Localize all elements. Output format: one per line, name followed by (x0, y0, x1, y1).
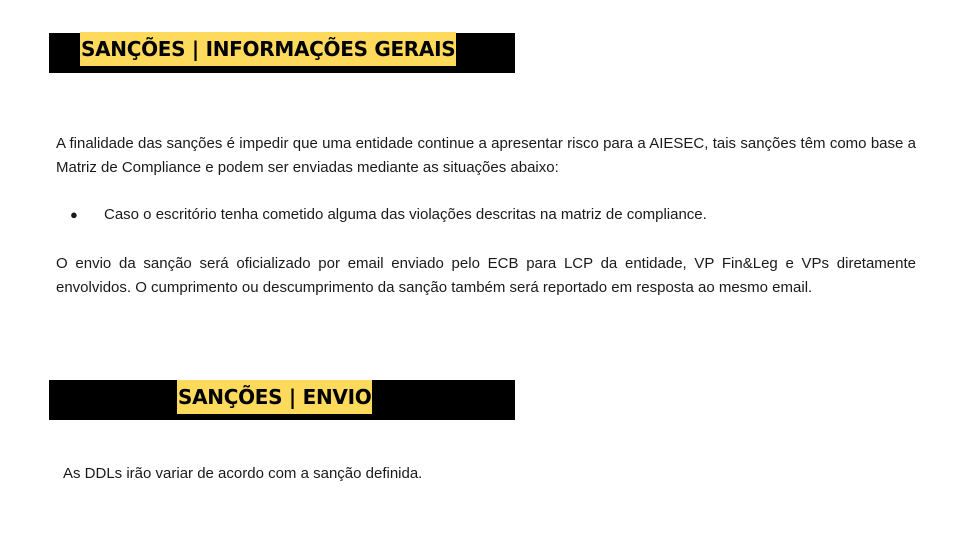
intro-paragraph: A finalidade das sanções é impedir que uma entidade continue a apresentar risco para a AIESEC, tais sanções têm como base a Matriz de Compliance e podem ser enviadas mediante as situações abaixo: (56, 135, 916, 176)
sanction-email-paragraph: O envio da sanção será oficializado por email enviado pelo ECB para LCP da entidade, VP Fin&Leg e VPs diretamente envolvidos. O cumprimento ou descumprimento da sanção também será reportado em resposta ao mesmo email. (56, 255, 916, 296)
bullet-icon: ● (70, 207, 78, 222)
section-title-envio: SANÇÕES | ENVIO (177, 380, 372, 414)
list-item-text: Caso o escritório tenha cometido alguma das violações descritas na matriz de compliance. (104, 206, 707, 223)
section-title-informacoes-gerais: SANÇÕES | INFORMAÇÕES GERAIS (80, 32, 456, 66)
list-item (70, 203, 707, 226)
ddl-note: As DDLs irão variar de acordo com a sanção definida. (63, 465, 423, 482)
